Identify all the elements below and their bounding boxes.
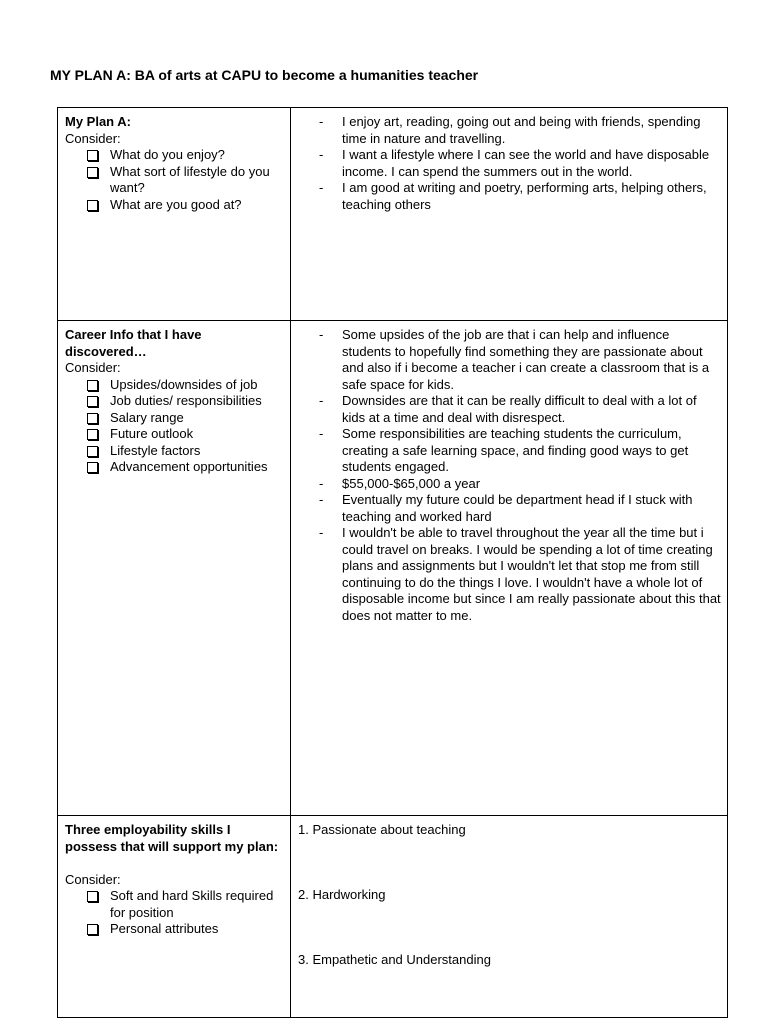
answer-item: - I want a lifestyle where I can see the world and have disposable income. I can spend the summers out in the world.	[298, 147, 722, 180]
answer-cell	[291, 816, 728, 1018]
checklist-item	[87, 459, 285, 476]
checkbox-icon	[87, 396, 98, 407]
checklist-item-label: Advancement opportunities	[110, 459, 268, 474]
checkbox-icon	[87, 413, 98, 424]
checkbox-icon	[87, 200, 98, 211]
consider-checklist	[65, 147, 285, 213]
checkbox-icon	[87, 462, 98, 473]
checkbox-icon	[87, 167, 98, 178]
checklist-item	[87, 197, 285, 214]
answer-item: - I enjoy art, reading, going out and being with friends, spending time in nature and travelling.	[298, 114, 722, 147]
answer-item: - Downsides are that it can be really difficult to deal with a lot of kids at a time and deal with disrespect.	[298, 393, 722, 426]
checklist-item	[87, 147, 285, 164]
answer-list	[298, 327, 722, 624]
checklist-item	[87, 393, 285, 410]
checklist-item	[87, 921, 285, 938]
row-heading: Career Info that I have discovered…	[65, 327, 202, 359]
plan-table	[57, 107, 728, 1018]
prompt-cell	[58, 321, 291, 816]
checklist-item-label: Job duties/ responsibilities	[110, 393, 262, 408]
checklist-item-label: Salary range	[110, 409, 184, 425]
skill-item: 1. Passionate about teaching	[298, 822, 466, 837]
checklist-item	[87, 426, 285, 443]
consider-checklist	[65, 377, 285, 476]
checklist-item-label: Personal attributes	[110, 921, 219, 936]
consider-label: Consider:	[65, 871, 121, 887]
prompt-cell	[58, 108, 291, 321]
checklist-item-label: What do you enjoy?	[110, 147, 225, 162]
answer-item: - $55,000-$65,000 a year	[298, 476, 722, 493]
skill-item: 3. Empathetic and Understanding	[298, 952, 491, 967]
checklist-item	[87, 164, 285, 197]
checklist-item-label: What sort of lifestyle do you want?	[110, 163, 270, 195]
checkbox-icon	[87, 891, 98, 902]
consider-label: Consider:	[65, 130, 121, 146]
checklist-item	[87, 377, 285, 394]
consider-label: Consider:	[65, 360, 121, 375]
checkbox-icon	[87, 150, 98, 161]
answer-item: - Some upsides of the job are that i can help and influence students to hopefully find something they are passionate about and also if i become a teacher i can create a classroom that is a safe space for kids.	[298, 327, 722, 393]
row-heading: My Plan A:	[65, 114, 131, 129]
consider-checklist	[65, 888, 285, 938]
answer-item: - Some responsibilities are teaching students the curriculum, creating a safe learning space, and finding good ways to get students engaged.	[298, 426, 722, 476]
checkbox-icon	[87, 429, 98, 440]
document-title: MY PLAN A: BA of arts at CAPU to become a humanities teacher	[50, 67, 479, 83]
checkbox-icon	[87, 924, 98, 935]
plan-row-my-plan	[58, 108, 728, 321]
answer-cell	[291, 108, 728, 321]
plan-row-career-info	[58, 321, 728, 816]
answer-list	[298, 114, 722, 213]
checklist-item	[87, 888, 285, 921]
checklist-item-label: Soft and hard Skills required for position	[110, 888, 274, 920]
checklist-item	[87, 443, 285, 460]
answer-item: - I wouldn't be able to travel throughout the year all the time but i could travel on breaks. I would be spending a lot of time creating plans and assignments but I wouldn't let that stop me from still continuing to do the things I love. I wouldn't have a whole lot of disposable income but since I am really passionate about this that does not matter to me.	[298, 525, 722, 624]
checklist-item-label: Upsides/downsides of job	[110, 376, 258, 392]
prompt-cell	[58, 816, 291, 1018]
answer-cell	[291, 321, 728, 816]
checklist-item-label: Future outlook	[110, 426, 194, 441]
checkbox-icon	[87, 380, 98, 391]
checklist-item-label: What are you good at?	[110, 196, 242, 212]
answer-item: - Eventually my future could be department head if I stuck with teaching and worked hard	[298, 492, 722, 525]
answer-item: - I am good at writing and poetry, performing arts, helping others, teaching others	[298, 180, 722, 213]
checklist-item-label: Lifestyle factors	[110, 442, 201, 458]
checkbox-icon	[87, 446, 98, 457]
skill-item: 2. Hardworking	[298, 887, 386, 902]
plan-row-employability-skills	[58, 816, 728, 1018]
checklist-item	[87, 410, 285, 427]
row-heading: Three employability skills I possess that will support my plan:	[65, 822, 279, 854]
